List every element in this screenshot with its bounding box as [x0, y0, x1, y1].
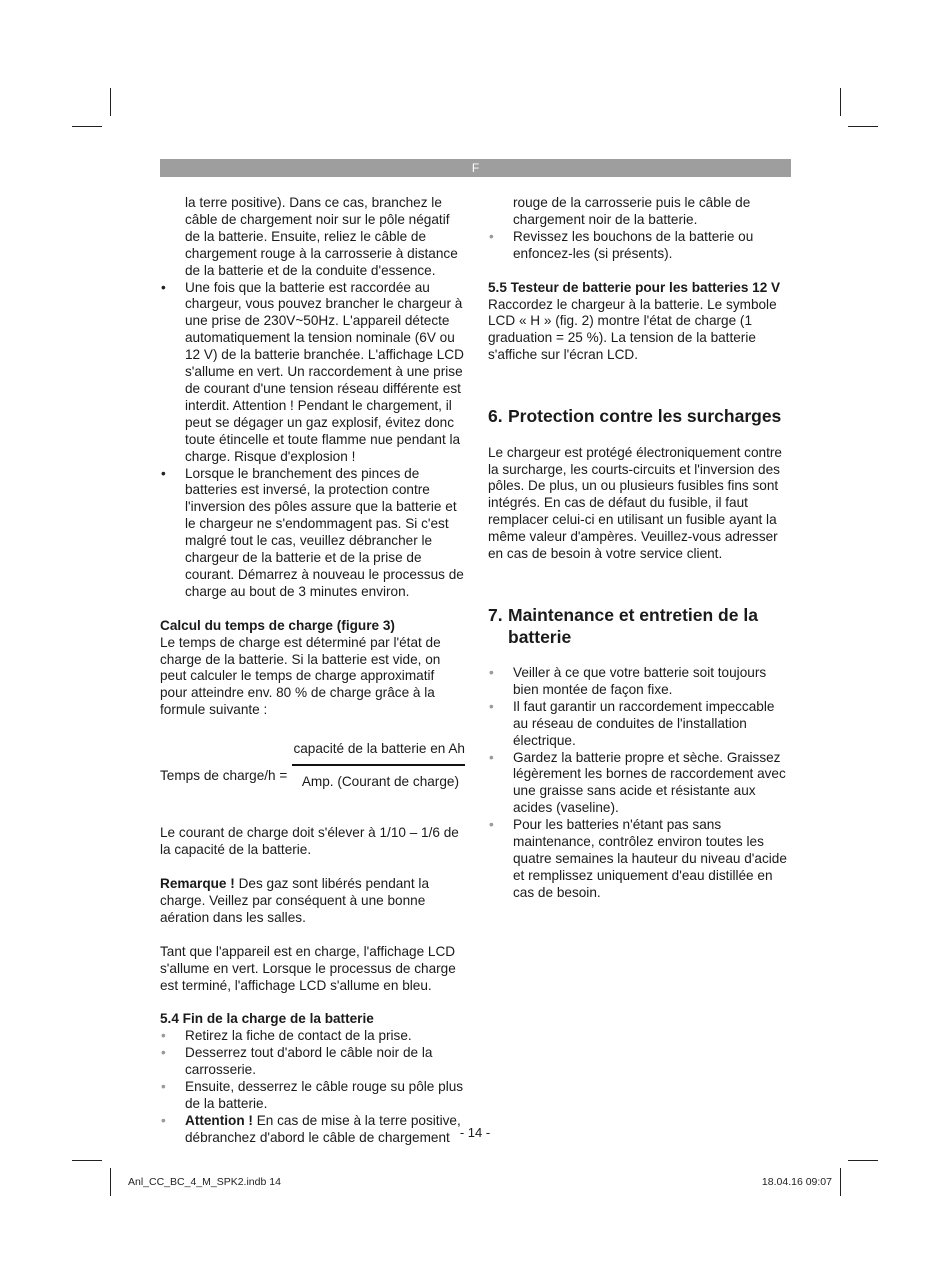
formula-label: Temps de charge/h = — [160, 768, 288, 784]
section-subtitle: 5.4 Fin de la charge de la batterie — [160, 1011, 374, 1027]
bullet-item: • Gardez la batterie propre et sèche. Graissez légèrement les bornes de raccordement avec une graisse sans acide et résistante aux acides (vaseline). — [488, 750, 793, 818]
bullet-item: • Lorsque le branchement des pinces de batteries est inversé, la protection contre l'inversion des pôles assure que la batterie et le chargeur ne s'endommagent pas. Si c'est malgré tout le cas, veuillez débrancher le chargeur de la batterie et de la prise de courant. Démarrez à nouveau le processus de charge au bout de 3 minutes environ. — [160, 466, 465, 601]
right-column — [488, 195, 793, 902]
bullet-item: • Revissez les bouchons de la batterie ou enfoncez-les (si présents). — [488, 229, 793, 263]
formula-denominator: Amp. (Courant de charge) — [301, 774, 459, 790]
crop-mark — [72, 126, 102, 127]
crop-mark — [840, 1168, 841, 1196]
page-number: - 14 - — [459, 1125, 491, 1140]
crop-mark — [72, 1160, 102, 1161]
bullet-item: • Ensuite, desserrez le câble rouge su pôle plus de la batterie. — [160, 1079, 465, 1113]
remark-label: Remarque ! — [160, 876, 235, 891]
section-subtitle: 5.5 Testeur de batterie pour les batteries 12 V — [488, 279, 781, 295]
continued-paragraph: la terre positive). Dans ce cas, branchez le câble de chargement noir sur le pôle négatif de la batterie. Ensuite, reliez le câble de chargement rouge à la carrosserie à distance de la batterie et de la conduite d'essence. — [185, 195, 458, 278]
crop-mark — [840, 88, 841, 116]
paragraph: Tant que l'appareil est en charge, l'affichage LCD s'allume en vert. Lorsque le processus de charge est terminé, l'affichage LCD s'allume en bleu. — [160, 943, 456, 993]
remark-paragraph — [160, 876, 465, 927]
footer-date: 18.04.16 09:07 — [761, 1176, 832, 1188]
formula-numerator: capacité de la batterie en Ah — [293, 741, 465, 757]
footer-filename: Anl_CC_BC_4_M_SPK2.indb 14 — [128, 1176, 281, 1188]
section-heading-6: 6. Protection contre les surcharges — [488, 406, 782, 427]
bullet-item: • Il faut garantir un raccordement impeccable au réseau de conduites de l'installation électrique. — [488, 699, 793, 750]
crop-mark — [848, 126, 878, 127]
section-heading-7: 7. Maintenance et entretien de la batterie — [488, 605, 758, 647]
bullet-item: • Desserrez tout d'abord le câble noir de la carrosserie. — [160, 1045, 465, 1079]
remark-text: Des gaz sont libérés pendant la charge. Veillez par conséquent à une bonne aération dans les salles. — [160, 876, 430, 925]
language-header-bar — [160, 159, 791, 177]
paragraph: Raccordez le chargeur à la batterie. Le symbole LCD « H » (fig. 2) montre l'état de charge (1 graduation = 25 %). La tension de la batterie s'affiche sur l'écran LCD. — [488, 296, 777, 363]
crop-mark — [110, 88, 111, 116]
paragraph: Le courant de charge doit s'élever à 1/10 – 1/6 de la capacité de la batterie. — [160, 825, 459, 858]
left-column — [160, 195, 465, 1147]
crop-mark — [110, 1168, 111, 1196]
language-label: F — [471, 161, 480, 175]
paragraph: Le chargeur est protégé électroniquement contre la surcharge, les courts-circuits et l'inversion des pôles. De plus, un ou plusieurs fusibles fins sont intégrés. En cas de défaut du fusible, il faut remplacer celui-ci en utilisant un fusible ayant la même valeur d'ampères. Veuillez-vous adresser en cas de besoin à votre service client. — [488, 444, 782, 562]
bullet-item: • Retirez la fiche de contact de la prise. — [160, 1028, 465, 1045]
bullet-item: • Pour les batteries n'étant pas sans maintenance, contrôlez environ toutes les quatre semaines la hauteur du niveau d'acide et remplissez uniquement d'eau distillée en cas de besoin. — [488, 817, 793, 902]
section-subtitle: Calcul du temps de charge (figure 3) — [160, 617, 395, 633]
bullet-item: • Veiller à ce que votre batterie soit toujours bien montée de façon fixe. — [488, 665, 793, 699]
bullet-item: • Une fois que la batterie est raccordée au chargeur, vous pouvez brancher le chargeur à une prise de 230V~50Hz. L'appareil détecte automatiquement la tension nominale (6V ou 12 V) de la batterie branchée. L'affichage LCD s'allume en vert. Un raccordement à une prise de courant d'une tension réseau différente est interdit. Attention ! Pendant le chargement, il peut se dégager un gaz explosif, évitez donc toute étincelle et toute flamme nue pendant la charge. Risque d'explosion ! — [160, 280, 465, 466]
attention-label: Attention ! — [185, 1112, 253, 1128]
fraction-line — [292, 764, 465, 766]
crop-mark — [848, 1160, 878, 1161]
paragraph: Le temps de charge est déterminé par l'état de charge de la batterie. Si la batterie est vide, on peut calculer le temps de charge approximatif pour atteindre env. 80 % de charge grâce à la formule suivante : — [160, 634, 441, 718]
continued-paragraph: rouge de la carrosserie puis le câble de chargement noir de la batterie. — [513, 195, 751, 227]
charge-time-formula — [160, 741, 465, 811]
attention-text: En cas de mise à la terre positive, débranchez d'abord le câble de chargement — [185, 1112, 461, 1145]
